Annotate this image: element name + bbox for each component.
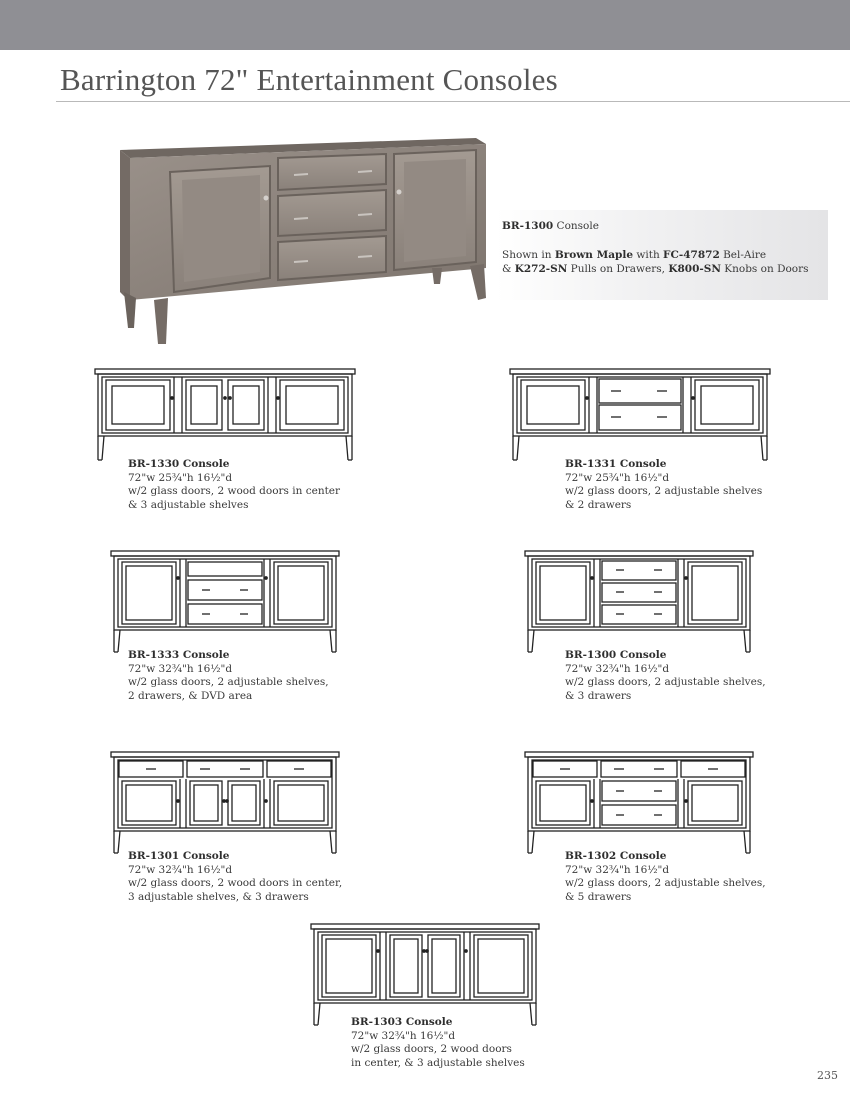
page-number: 235 xyxy=(817,1069,838,1082)
drawing-br-1330 xyxy=(94,368,356,464)
feature-model: BR-1300 Console xyxy=(502,220,599,232)
drawing-br-1333 xyxy=(110,550,340,656)
caption-br-1331: BR-1331 Console 72"w 25¾"h 16½"d w/2 glass doors, 2 adjustable shelves & 2 drawers xyxy=(565,458,763,511)
feature-callout xyxy=(496,210,828,300)
title-divider xyxy=(56,101,850,102)
drawing-br-1301 xyxy=(110,751,340,857)
feature-description: Shown in Brown Maple with FC-47872 Bel-Aire & K272-SN Pulls on Drawers, K800-SN Knobs on Doors xyxy=(502,249,809,275)
caption-br-1302: BR-1302 Console 72"w 32¾"h 16½"d w/2 glass doors, 2 adjustable shelves, & 5 drawers xyxy=(565,850,766,903)
drawing-br-1300 xyxy=(524,550,754,656)
caption-br-1330: BR-1330 Console 72"w 25¾"h 16½"d w/2 glass doors, 2 wood doors in center & 3 adjustable shelves xyxy=(128,458,341,511)
caption-br-1333: BR-1333 Console 72"w 32¾"h 16½"d w/2 glass doors, 2 adjustable shelves, 2 drawers, & DVD area xyxy=(128,649,329,702)
caption-br-1300: BR-1300 Console 72"w 32¾"h 16½"d w/2 glass doors, 2 adjustable shelves, & 3 drawers xyxy=(565,649,766,702)
caption-br-1303: BR-1303 Console 72"w 32¾"h 16½"d w/2 glass doors, 2 wood doors in center, & 3 adjustable shelves xyxy=(351,1016,525,1069)
drawing-br-1331 xyxy=(509,368,771,464)
console-photo xyxy=(114,132,492,346)
page-title: Barrington 72" Entertainment Consoles xyxy=(60,62,558,97)
header-bar xyxy=(0,0,850,50)
drawing-br-1303 xyxy=(310,923,540,1029)
drawing-br-1302 xyxy=(524,751,754,857)
caption-br-1301: BR-1301 Console 72"w 32¾"h 16½"d w/2 glass doors, 2 wood doors in center, 3 adjustable shelves, & 3 drawers xyxy=(128,850,343,903)
